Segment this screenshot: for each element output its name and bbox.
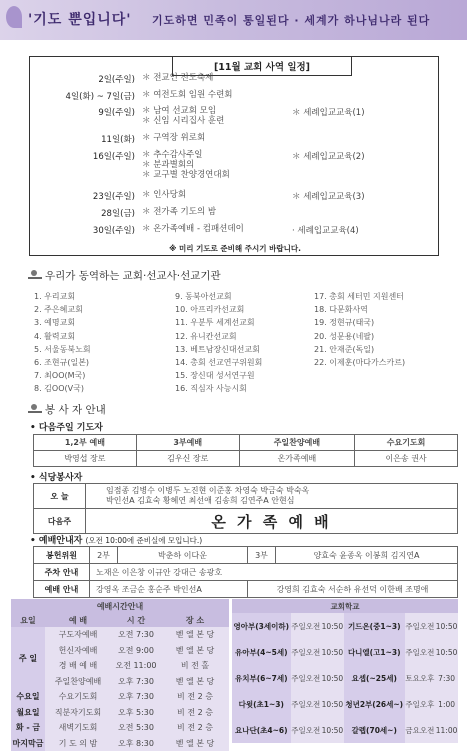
schedule-event-line: ＊ 추수감사주일 xyxy=(142,150,203,160)
schedule-date: 23일(주일) xyxy=(92,192,135,202)
table-cell: 청년2부(26세~) xyxy=(344,691,405,717)
table-cell: 직분자기도회 xyxy=(54,707,102,717)
schedule-date: 28일(금) xyxy=(101,209,135,219)
table-cell: 양효숙 윤종옥 이봉희 김지연A xyxy=(276,547,458,564)
table-cell: 오후 7:30 xyxy=(118,676,154,686)
table-cell: 주일오전 xyxy=(291,699,321,709)
table-cell: 오후 8:30 xyxy=(118,738,154,748)
table-cell: 주일오전 xyxy=(291,673,321,683)
list-item: 2. 주은혜교회 xyxy=(34,305,83,315)
table-header: 봉헌위원 xyxy=(34,547,90,564)
list-item: 12. 유니칸선교회 xyxy=(175,331,237,341)
partners-col-1 xyxy=(34,291,91,397)
list-item: 21. 안재준(독일) xyxy=(314,344,375,354)
header-banner xyxy=(0,0,467,40)
table-cell: 강영희 김효숙 서순하 유선덕 이한배 조명애 xyxy=(248,581,458,598)
list-item: 3. 예명교회 xyxy=(34,318,76,328)
table-cell: 주일오전 xyxy=(291,621,321,631)
banner-subtitle: 기도하면 민족이 통일된다 · 세계가 하나님나라 된다 xyxy=(152,14,431,27)
table-header: 요일 xyxy=(20,615,36,625)
schedule-event: ＊ 전교인 전도축제 xyxy=(142,73,214,83)
list-item: 1. 우리교회 xyxy=(34,292,76,301)
schedule-note: ＊ 세례입교교육(3) xyxy=(292,192,365,202)
partners-heading xyxy=(28,268,221,283)
table-cell: 벧 엘 본 당 xyxy=(175,645,215,655)
table-cell: 오전 7:30 xyxy=(118,630,154,640)
table-cell: 벧 엘 본 당 xyxy=(175,676,215,686)
table-header: 장 소 xyxy=(185,615,205,625)
schedule-date: 30일(주일) xyxy=(92,226,135,236)
table-header: 주차 안내 xyxy=(34,564,90,581)
guide-note: (오전 10:00에 준비실에 모입니다.) xyxy=(85,536,203,545)
table-header: 1,2부 예배 xyxy=(34,435,137,451)
meal-table xyxy=(33,483,458,534)
table-cell: 유아부(4~5세) xyxy=(232,639,291,665)
table-cell: 주일오전 xyxy=(405,621,435,631)
schedule-event: ＊ 구역장 위로회 xyxy=(142,133,206,143)
table-cell: 오후 5:30 xyxy=(118,707,154,717)
table-cell: 7:30 xyxy=(438,673,456,683)
schedule-date: 16일(주일) xyxy=(92,152,135,162)
table-cell: 헌신자예배 xyxy=(58,645,98,655)
table-cell: 2부 xyxy=(90,547,118,564)
partners-col-3 xyxy=(314,291,405,370)
schedule-event: ＊ 인사당회 xyxy=(142,190,187,200)
table-cell: 수요기도회 xyxy=(58,692,98,702)
schedule-event-line: ＊ 신임 시리집사 훈련 xyxy=(142,116,225,126)
table-cell: 영아부(3세이하) xyxy=(232,613,291,639)
table-cell: 기드온(중1~3) xyxy=(344,613,405,639)
table-cell: 수요일 xyxy=(11,689,45,705)
table-cell: 박춘하 이다운 xyxy=(118,547,248,564)
guide-table xyxy=(33,546,458,598)
bible-icon xyxy=(28,270,42,279)
table-cell: 구도자예배 xyxy=(58,630,98,640)
schedule-note: · 세례입교교육(4) xyxy=(292,226,359,236)
table-cell: 다니엘(고1~3) xyxy=(344,639,405,665)
table-cell: 주일오전 xyxy=(405,647,435,657)
table-header: 오 늘 xyxy=(34,484,86,509)
table-cell: 경 배 예 배 xyxy=(58,661,98,671)
schedule-event-line: ＊ 교구별 찬양경연대회 xyxy=(142,170,230,180)
schedule-event: ＊ 전가족 기도의 밤 xyxy=(142,207,217,217)
list-item: 22. 이제훈(마다가스카르) xyxy=(314,357,406,367)
table-cell: 마지막금 xyxy=(11,736,45,752)
list-item: 18. 다문화사역 xyxy=(314,305,368,315)
table-title: 예배시간안내 xyxy=(96,601,144,611)
banner-title: '기도 뿐입니다' xyxy=(28,12,132,28)
schedule-event: ＊ 온가족예배 - 컴패션데이 xyxy=(142,224,244,234)
table-cell: 10:50 xyxy=(435,647,458,657)
meal-heading: • 식당봉사자 xyxy=(30,473,83,483)
schedule-event xyxy=(142,106,224,126)
schedule-note: ＊ 세례입교교육(1) xyxy=(292,108,365,118)
table-cell: 월요일 xyxy=(11,705,45,721)
list-item: 13. 베트남장신대선교회 xyxy=(175,344,260,354)
table-cell: 새벽기도회 xyxy=(58,723,98,733)
table-cell: 박영섭 장로 xyxy=(34,451,137,467)
table-cell: 주일오후 xyxy=(405,699,435,709)
schedule-event: ＊ 여전도회 임원 수련회 xyxy=(142,90,233,100)
table-cell: 3부 xyxy=(248,547,276,564)
schedule-event-line: ＊ 남여 선교회 모임 xyxy=(142,106,217,116)
list-item: 8. 김OO(V국) xyxy=(34,384,84,394)
table-cell: 주 일 xyxy=(11,627,45,689)
table-cell: 주일찬양예배 xyxy=(54,676,102,686)
table-cell: 10:50 xyxy=(321,725,344,735)
table-cell: 오전 9:00 xyxy=(118,645,154,655)
schedule-date: 9일(주일) xyxy=(98,108,135,118)
table-cell: 금요오전 xyxy=(405,725,435,735)
worship-times-table xyxy=(11,599,229,751)
list-item: 11. 우분투 세계선교회 xyxy=(175,318,255,328)
schedule-note: ＊ 세례입교교육(2) xyxy=(292,152,365,162)
list-item: 19. 정현규(태국) xyxy=(314,318,375,328)
schedule-event-line: ＊ 분과별회의 xyxy=(142,160,195,170)
table-cell: 11:00 xyxy=(435,725,458,735)
table-header: 예배 안내 xyxy=(34,581,90,598)
schedule-footer: ※ 미리 기도로 준비해 주시기 바랍니다. xyxy=(169,244,301,253)
table-header: 다음주 xyxy=(34,509,86,534)
bible-icon xyxy=(28,404,42,413)
table-cell: 강영옥 조금순 홍순주 박인선A xyxy=(90,581,248,598)
list-item: 20. 성문용(네팔) xyxy=(314,331,375,341)
table-cell: 비 전 2 층 xyxy=(177,723,213,733)
schedule-title: [11월 교회 사역 일정] xyxy=(172,57,352,76)
table-cell xyxy=(86,484,458,509)
schedule-event xyxy=(142,150,230,180)
list-item: 16. 직심자 사능시회 xyxy=(175,384,247,394)
table-cell: 기 도 의 밤 xyxy=(58,738,98,748)
table-cell: 요나단(초4~6) xyxy=(232,717,291,743)
table-cell: 벧 엘 본 당 xyxy=(175,738,215,748)
volunteers-heading-text: 봉 사 자 안내 xyxy=(45,404,106,416)
table-header: 예 배 xyxy=(68,615,88,625)
schedule-box xyxy=(29,56,439,256)
table-cell: 유치부(6~7세) xyxy=(232,665,291,691)
guide-heading-text: • 예배안내자 xyxy=(30,536,83,546)
table-cell: 주일오전 xyxy=(291,725,321,735)
list-item: 14. 총회 선교연구위원회 xyxy=(175,357,263,367)
list-item: 6. 조현규(일본) xyxy=(34,357,90,367)
list-item: 15. 장신대 성서연구원 xyxy=(175,371,255,381)
table-cell: 다윗(초1~3) xyxy=(232,691,291,717)
guide-heading xyxy=(30,533,202,546)
table-cell: 오전 11:00 xyxy=(115,661,157,671)
table-cell: 요셉(~25세) xyxy=(344,665,405,691)
leaf-icon xyxy=(6,6,22,28)
table-cell: 10:50 xyxy=(435,621,458,631)
table-cell: 비 전 홀 xyxy=(180,661,210,671)
table-cell: 10:50 xyxy=(321,699,344,709)
table-cell: 10:50 xyxy=(321,621,344,631)
schedule-date: 11일(화) xyxy=(101,135,135,145)
table-cell: 토요오후 xyxy=(405,673,435,683)
meal-today-line: 임점종 김병수 이병두 노진현 이준홍 차영숙 박금숙 박숙옥 xyxy=(106,486,310,495)
table-cell: 김우신 장로 xyxy=(136,451,239,467)
table-title: 교회학교 xyxy=(330,601,360,611)
table-cell: 이은송 권사 xyxy=(355,451,458,467)
table-cell: 10:50 xyxy=(321,647,344,657)
meal-today-line: 박인선A 김효숙 황혜연 최선애 김송희 김연주A 안현심 xyxy=(106,496,295,505)
table-cell: 노재은 이은창 이규안 강대근 송광호 xyxy=(90,564,458,581)
table-header: 시 간 xyxy=(126,615,146,625)
table-header: 수요기도회 xyxy=(355,435,458,451)
list-item: 10. 아프리카선교회 xyxy=(175,305,245,315)
table-cell: 비 전 2 층 xyxy=(177,707,213,717)
table-cell: 1:00 xyxy=(438,699,456,709)
table-cell: 오후 7:30 xyxy=(118,692,154,702)
volunteers-heading xyxy=(28,402,106,417)
partners-col-2 xyxy=(175,291,262,397)
table-cell: 오전 5:30 xyxy=(118,723,154,733)
table-cell: 화 - 금 xyxy=(11,720,45,736)
table-cell: 벧 엘 본 당 xyxy=(175,630,215,640)
table-header: 주일찬양예배 xyxy=(239,435,354,451)
table-cell: 비 전 2 층 xyxy=(177,692,213,702)
table-cell: 온가족예배 xyxy=(239,451,354,467)
schedule-date: 2일(주일) xyxy=(98,75,135,85)
partners-heading-text: 우리가 동역하는 교회·선교사·선교기관 xyxy=(45,270,221,282)
list-item: 17. 총회 세터민 지원센터 xyxy=(314,292,404,301)
table-cell: 온 가 족 예 배 xyxy=(86,509,458,534)
table-cell: 갈렙(70세~) xyxy=(344,717,405,743)
list-item: 5. 서울동북노회 xyxy=(34,344,91,354)
prayer-heading: • 다음주일 기도자 xyxy=(30,423,103,433)
prayer-table xyxy=(33,434,458,467)
list-item: 9. 동북아선교회 xyxy=(175,292,232,301)
schedule-date: 4일(화) ~ 7일(금) xyxy=(65,92,135,102)
table-header: 3부예배 xyxy=(136,435,239,451)
table-cell: 주일오전 xyxy=(291,647,321,657)
table-cell: 10:50 xyxy=(321,673,344,683)
church-school-table xyxy=(232,599,458,743)
list-item: 7. 최OO(M국) xyxy=(34,371,86,381)
list-item: 4. 활력교회 xyxy=(34,331,76,341)
